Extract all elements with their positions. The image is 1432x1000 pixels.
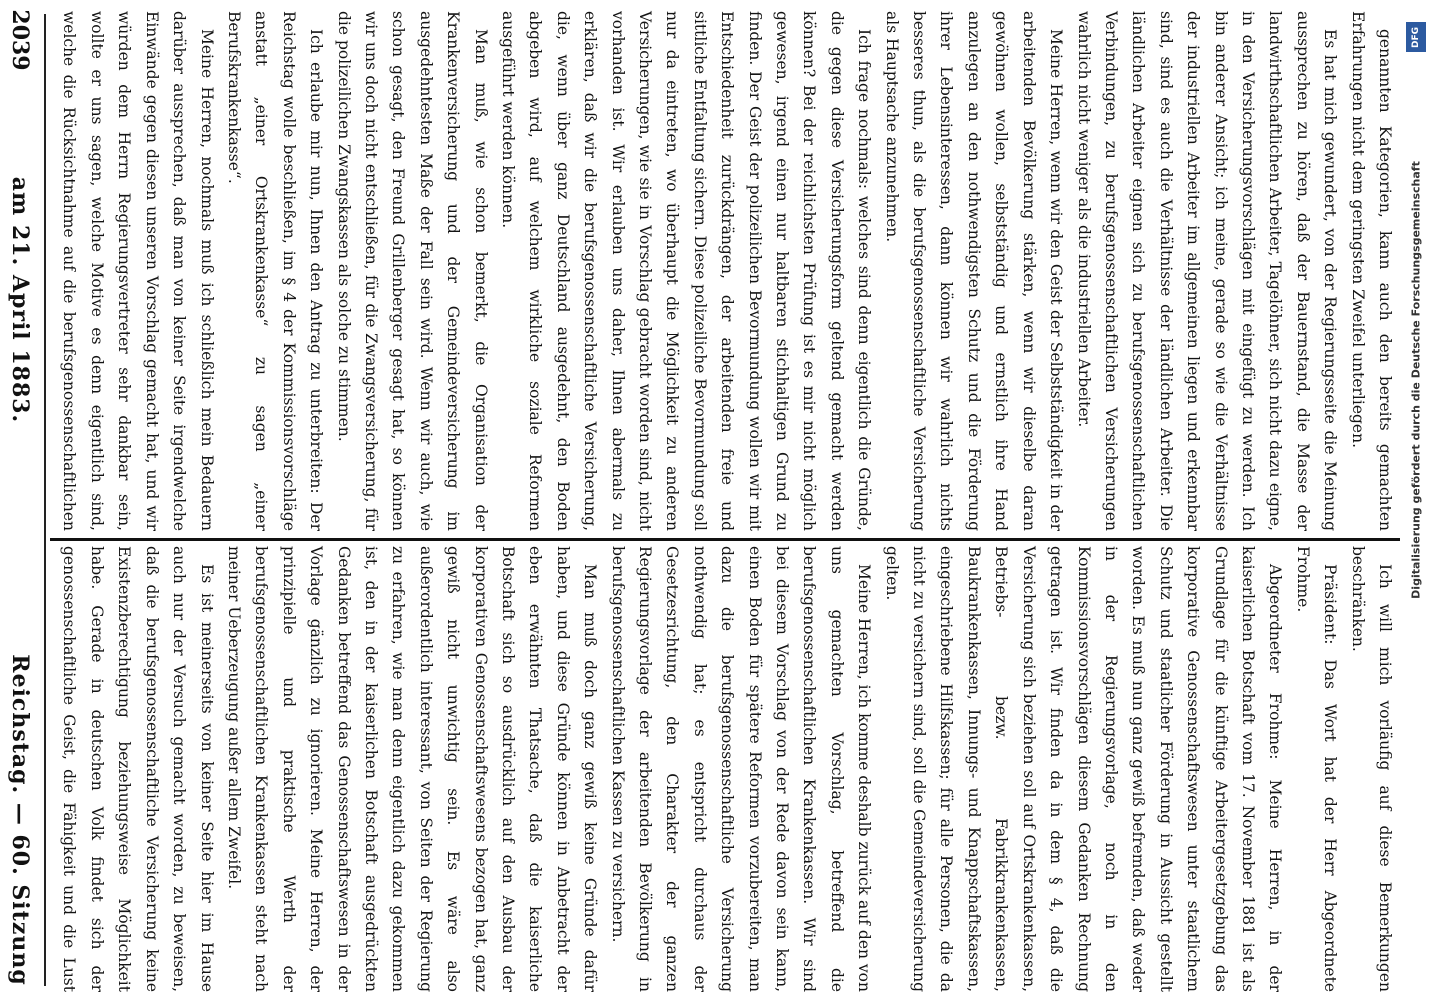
paragraph: Es ist meinerseits von keiner Seite hier im Hause auch nur der Versuch gemacht worden, zu beweisen, daß die berufsgenossenschaftliche Versicherung keine Existenzberechtigung beziehungsweise Möglichkeit habe. Gerade in deutschen Volk findet sich der genossenschaftliche Geist, die Fähigkeit und die Lust (60, 546, 216, 992)
paragraph: Man muß doch ganz gewiß keine Gründe dafür haben, und diese Gründe können in Anbetracht der eben erwähnten Thatsache, daß die kaiserliche Botschaft sich so ausdrücklich auf den Ausbau der korporativen Genossenschaftswesens bezogen hat, ganz gewiß nicht unwichtig sein. Es wäre also außerordentlich interessant, von Seiten der Regierung zu erfahren, wie man denn eigentlich dazu gekommen ist, den in der kaiserlichen Botschaft ausgedrückten Gedanken betreffend das Genossenschaftswesen in der Vorlage gänzlich zu ignorieren. Meine Herren, der prinzipielle und praktische Werth der berufsgenossenschaftlichen Krankenkassen steht nach meiner Ueberzeugung außer allem Zweifel. (224, 546, 600, 992)
dfg-watermark-strip (1400, 0, 1432, 1000)
column-text (54, 546, 1398, 992)
paragraph: Ich will mich vorläufig auf diese Bemerkungen beschränken. (1348, 546, 1394, 992)
page-number: 2039 (7, 9, 33, 71)
paragraph-speaker: Abgeordneter Frohme: Meine Herren, in der kaiserlichen Botschaft vom 17. November 1881 ist als Grundlage für die künftige Arbeitergesetzgebung das korporative Genossenschaftswesen unter staatlichem Schutz und staatlicher Förderung in Aussicht gestellt worden. Es muß nun ganz gewiß befremden, daß weder in der Regierungsvorlage, noch in den Kommissionsvorschlägen diesem Gedanken Rechnung getragen ist. Wir finden da in dem § 4, daß die Versicherung sich beziehen soll auf Ortskrankenkassen, Betriebs- bezw. Fabrikkrankenkassen, Baukrankenkassen, Innungs- und Knappschaftskassen, eingeschriebene Hilfskassen; für alle Personen, die da nicht zu versichern sind, soll die Gemeindeversicherung gelten. (882, 546, 1285, 992)
paragraph: Meine Herren, wenn wir den Geist der Selbstständigkeit in der arbeitenden Bevölkerung stärken, wenn wir dieselbe daran gewöhnen wollen, selbstständig und ernstlich ihre Hand anzulegen an den nothwendigsten Schutz und die Förderung ihrer Lebensinteressen, dann können wir wahrlich nichts besseres thun, als die berufsgenossenschaftliche Versicherung als Hauptsache anzunehmen. (882, 11, 1066, 531)
paragraph: Meine Herren, nochmals muß ich schließlich mein Bedauern darüber aussprechen, daß man von keiner Seite irgendwelche Einwände gegen diesen unseren Vorschlag gemacht hat, und wir würden dem Herrn Regierungsvertreter sehr dankbar sein, wollte er uns sagen, welche Motive es denn eigentlich sind, welche die Rücksichtnahme auf die berufsgenossenschaftlichen (60, 11, 216, 531)
header-rule (44, 14, 46, 986)
paragraph: Ich erlaube mir nun, Ihnen den Antrag zu unterbreiten: Der Reichstag wolle beschließen, im § 4 der Kommissionsvorschläge anstatt „einer Ortskrankenkasse“ zu sagen „einer Berufskrankenkasse“. (224, 11, 326, 531)
dfg-logo-icon: DFG (1406, 22, 1426, 52)
text-column-right (52, 8, 1400, 534)
column-text (54, 11, 1398, 531)
page-header (0, 0, 40, 1000)
text-column-left (52, 544, 1400, 994)
paragraph: Man muß, wie schon bemerkt, die Organisation der Krankenversicherung und der Gemeindeversicherung im ausgedehntesten Maße der Fall sein wird. Wenn wir auch, wie schon gesagt, den Freund Grillenberger gesagt hat, so können wir uns doch nicht entschließen, für die Zwangsversicherung, für die polizeilichen Zwangskassen als solche zu stimmen. (334, 11, 490, 531)
paragraph: Ich frage nochmals: welches sind denn eigentlich die Gründe, die gegen diese Versicherungsform geltend gemacht werden können? Bei der reichlichsten Prüfung ist es mir nicht möglich gewesen, irgend einen nur haltbaren stichhaltigen Grund zu finden. Der Geist der polizeilichen Bevormundung wollen wir mit Entschiedenheit zurückdrängen, der arbeitenden freie und sittliche Entfaltung sichern. Diese polizeiliche Bevormundung soll nur da eintreten, wo überhaupt die Möglichkeit zu anderen Versicherungen, wie sie in Vorschlag gebracht worden sind, nicht vorhanden ist. Wir erlauben uns daher, Ihnen abermals zu erklären, daß wir die berufsgenossenschaftliche Versicherung, die, wenn über ganz Deutschland ausgedehnt, den Boden abgeben wird, auf welchem wirkliche soziale Reformen ausgeführt werden können. (499, 11, 874, 531)
header-date: am 21. April 1883. (7, 176, 33, 424)
header-session: Reichstag. — 60. Sitzung (7, 654, 33, 986)
paragraph: genannten Kategorien, kann auch den bereits gemachten Erfahrungen nicht dem geringsten Zweifel unterliegen. (1348, 11, 1394, 531)
watermark-text: Digitalisierung gefördert durch die Deutsche Forschungsgemeinschaft (1409, 161, 1423, 599)
paragraph-president: Präsident: Das Wort hat der Herr Abgeordnete Frohme. (1293, 546, 1340, 992)
paragraph: Es hat mich gewundert, von der Regierungsseite die Meinung aussprechen zu hören, daß der Bauernstand, die Masse der landwirthschaftlichen Arbeiter, Tagelöhner, sich nicht dazu eigne, in den Versicherungsvorschlägen mit eingefügt zu werden. Ich bin anderer Ansicht; ich meine, gerade so wie die Verhältnisse der industriellen Arbeiter im allgemeinen liegen und erkennbar sind, sind es auch die Verhältnisse der ländlichen Arbeiter. Die ländlichen Arbeiter eignen sich zu berufsgenossenschaftlichen Verbindungen, zu berufsgenossenschaftlichen Versicherungen wahrlich nicht weniger als die industriellen Arbeiter. (1074, 11, 1340, 531)
paragraph: Meine Herren, ich komme deshalb zurück auf den von uns gemachten Vorschlag, betreffend die berufsgenossenschaftlichen Krankenkassen. Wir sind bei diesem Vorschlag von der Rede davon sein kann, einen Boden für spätere Reformen vorzubereiten, man dazu die berufsgenossenschaftliche Versicherung nothwendig hat; es entspricht durchaus der Gesetzesrichtung, den Charakter der ganzen Regierungsvorlage der arbeitenden Bevölkerung in berufsgenossenschaftlichen Kassen zu versichern. (608, 546, 874, 992)
column-divider (50, 538, 1400, 541)
